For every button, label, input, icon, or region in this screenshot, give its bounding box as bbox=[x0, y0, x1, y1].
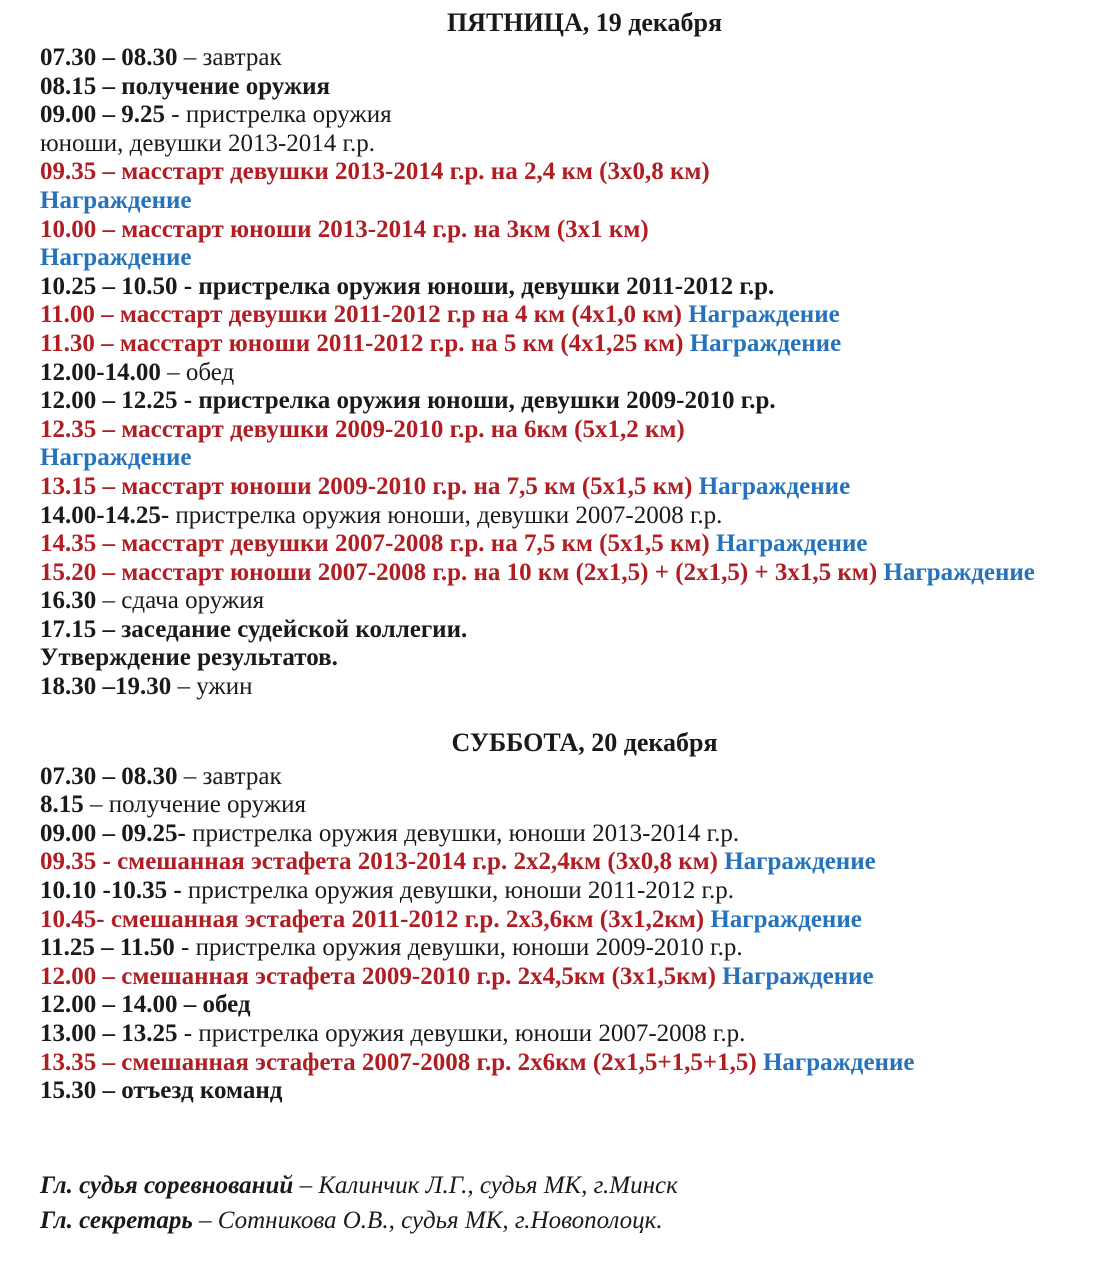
schedule-line bbox=[0, 616, 1097, 645]
schedule-line bbox=[0, 906, 1097, 935]
schedule-text-segment: 10.00 – масстарт юноши 2013-2014 г.р. на 3км (3х1 км) bbox=[40, 215, 649, 243]
schedule-text-segment: юноши, девушки 2013-2014 г.р. bbox=[40, 129, 375, 157]
schedule-line bbox=[0, 244, 1097, 273]
day-heading: ПЯТНИЦА, 19 декабря bbox=[446, 8, 723, 37]
schedule-text-segment: Награждение bbox=[40, 186, 192, 214]
schedule-line bbox=[0, 848, 1097, 877]
officials-block bbox=[0, 1168, 1097, 1238]
schedule-text-segment: 12.00 – смешанная эстафета 2009-2010 г.р. 2х4,5км (3х1,5км) bbox=[40, 962, 723, 990]
schedule-text-segment: 12.00-14.00 bbox=[40, 358, 161, 386]
schedule-line bbox=[0, 473, 1097, 502]
schedule-text-segment: 09.35 - смешанная эстафета 2013-2014 г.р. 2х2,4км (3х0,8 км) bbox=[40, 848, 725, 876]
schedule-text-segment: 12.35 – масстарт девушки 2009-2010 г.р. на 6км (5х1,2 км) bbox=[40, 415, 685, 443]
schedule-line bbox=[0, 791, 1097, 820]
schedule-line bbox=[0, 273, 1097, 302]
schedule-line bbox=[0, 130, 1097, 159]
schedule-line bbox=[0, 644, 1097, 673]
schedule-line bbox=[0, 187, 1097, 216]
schedule-text-segment: 18.30 –19.30 bbox=[40, 673, 172, 701]
schedule-text-segment: 07.30 – 08.30 bbox=[40, 44, 178, 71]
schedule-text-segment: 10.45- смешанная эстафета 2011-2012 г.р. 2х3,6км (3х1,2км) bbox=[40, 905, 711, 933]
schedule-text-segment: 15.20 – масстарт юноши 2007-2008 г.р. на 10 км (2х1,5) + (2х1,5) + 3х1,5 км) bbox=[40, 558, 884, 586]
schedule-text-segment: - пристрелка оружия девушки, юноши 2009-2010 г.р. bbox=[174, 934, 743, 962]
schedule-line bbox=[0, 1077, 1097, 1106]
schedule-text-segment: – Сотникова О.В., судья МК, г.Новополоцк. bbox=[192, 1206, 663, 1234]
schedule-text-segment: – ужин bbox=[171, 673, 253, 701]
schedule-text-segment: Награждение bbox=[715, 530, 868, 558]
schedule-line bbox=[0, 216, 1097, 245]
schedule-line bbox=[0, 101, 1097, 130]
schedule-line bbox=[0, 763, 1097, 792]
schedule-text-segment: – обед bbox=[160, 358, 235, 386]
schedule-line bbox=[0, 587, 1097, 616]
schedule-text-segment: 13.15 – масстарт юноши 2009-2010 г.р. на 7,5 км (5х1,5 км) bbox=[40, 472, 699, 500]
schedule-line bbox=[0, 877, 1097, 906]
schedule-text-segment: Гл. судья соревнований bbox=[40, 1171, 294, 1199]
schedule-line bbox=[0, 387, 1097, 416]
schedule-line bbox=[0, 158, 1097, 187]
schedule-text-segment: Награждение bbox=[710, 905, 862, 933]
schedule-text-segment: 14.35 – масстарт девушки 2007-2008 г.р. на 7,5 км (5х1,5 км) bbox=[40, 530, 716, 558]
schedule-text-segment: 12.00 – 12.25 - пристрелка оружия юноши, девушки 2009-2010 г.р. bbox=[40, 387, 776, 415]
schedule-text-segment: 13.35 – смешанная эстафета 2007-2008 г.р. 2х6км (2х1,5+1,5+1,5) bbox=[40, 1048, 763, 1076]
schedule-text-segment: 8.15 bbox=[40, 791, 84, 819]
schedule-text-segment: Награждение bbox=[762, 1048, 915, 1076]
schedule-text-segment: 11.00 – масстарт девушки 2011-2012 г.р на 4 км (4х1,0 км) bbox=[40, 301, 689, 329]
schedule-text-segment: Награждение bbox=[883, 558, 1035, 586]
schedule-text-segment: пристрелка оружия юноши, девушки 2007-2008 г.р. bbox=[169, 501, 723, 529]
day-section bbox=[0, 8, 1097, 702]
schedule-text-segment: 14.00-14.25- bbox=[40, 501, 170, 529]
schedule-line bbox=[0, 559, 1097, 588]
schedule-text-segment: 10.10 -10.35 - bbox=[40, 877, 182, 905]
schedule-line bbox=[0, 673, 1097, 702]
schedule-text-segment: 10.25 – 10.50 - пристрелка оружия юноши, девушки 2011-2012 г.р. bbox=[40, 272, 775, 300]
schedule-text-segment: 16.30 bbox=[40, 587, 97, 615]
schedule-line bbox=[0, 1020, 1097, 1049]
day-section bbox=[0, 728, 1097, 1106]
schedule-line bbox=[0, 73, 1097, 102]
schedule-text-segment: 11.30 – масстарт юноши 2011-2012 г.р. на 5 км (4х1,25 км) bbox=[40, 329, 690, 357]
schedule-text-segment: – сдача оружия bbox=[96, 587, 265, 615]
schedule-text-segment: Утверждение результатов. bbox=[40, 644, 338, 672]
schedule-text-segment: Гл. секретарь bbox=[40, 1206, 193, 1234]
official-line bbox=[0, 1168, 1097, 1203]
schedule-text-segment: – завтрак bbox=[177, 44, 282, 71]
schedule-text-segment: 09.35 – масстарт девушки 2013-2014 г.р. на 2,4 км (3х0,8 км) bbox=[40, 158, 710, 186]
schedule-text-segment: 11.25 – 11.50 bbox=[40, 934, 175, 962]
schedule-text-segment: Награждение bbox=[40, 244, 192, 272]
schedule-text-segment: Награждение bbox=[722, 962, 874, 990]
official-line bbox=[0, 1203, 1097, 1238]
schedule-text-segment: - пристрелка оружия bbox=[165, 101, 392, 129]
schedule-text-segment: Награждение bbox=[724, 848, 876, 876]
schedule-line bbox=[0, 991, 1097, 1020]
schedule-line bbox=[0, 416, 1097, 445]
schedule-text-segment: 13.00 – 13.25 bbox=[40, 1020, 178, 1047]
schedule-line bbox=[0, 301, 1097, 330]
schedule-text-segment: 17.15 – заседание судейской коллегии. bbox=[40, 615, 468, 643]
schedule-line bbox=[0, 963, 1097, 992]
schedule-line bbox=[0, 44, 1097, 73]
schedule-text-segment: Награждение bbox=[698, 472, 851, 500]
schedule-text-segment: – получение оружия bbox=[83, 791, 307, 819]
schedule-sections bbox=[0, 8, 1097, 1106]
schedule-text-segment: пристрелка оружия девушки, юноши 2011-2012 г.р. bbox=[181, 877, 734, 905]
schedule-line bbox=[0, 502, 1097, 531]
schedule-text-segment: 08.15 – получение оружия bbox=[40, 72, 331, 100]
schedule-line bbox=[0, 359, 1097, 388]
schedule-line bbox=[0, 330, 1097, 359]
schedule-text-segment: 09.00 – 09.25- bbox=[40, 819, 186, 847]
schedule-text-segment: пристрелка оружия девушки, юноши 2013-2014 г.р. bbox=[185, 819, 740, 847]
schedule-text-segment: – Калинчик Л.Г., судья МК, г.Минск bbox=[293, 1171, 678, 1199]
schedule-line bbox=[0, 530, 1097, 559]
schedule-text-segment: 12.00 – 14.00 – обед bbox=[40, 991, 251, 1019]
schedule-text-segment: Награждение bbox=[40, 444, 192, 472]
schedule-text-segment: 07.30 – 08.30 bbox=[40, 762, 178, 790]
schedule-line bbox=[0, 1049, 1097, 1078]
schedule-line bbox=[0, 820, 1097, 849]
schedule-text-segment: Награждение bbox=[688, 301, 840, 329]
schedule-line bbox=[0, 444, 1097, 473]
schedule-text-segment: 15.30 – отъезд команд bbox=[40, 1077, 283, 1105]
schedule-text-segment: 09.00 – 9.25 bbox=[40, 101, 165, 129]
schedule-text-segment: Награждение bbox=[689, 329, 842, 357]
schedule-text-segment: – завтрак bbox=[177, 762, 282, 790]
schedule-text-segment: - пристрелка оружия девушки, юноши 2007-2008 г.р. bbox=[177, 1020, 746, 1047]
schedule-line bbox=[0, 934, 1097, 963]
day-heading: СУББОТА, 20 декабря bbox=[451, 727, 718, 757]
